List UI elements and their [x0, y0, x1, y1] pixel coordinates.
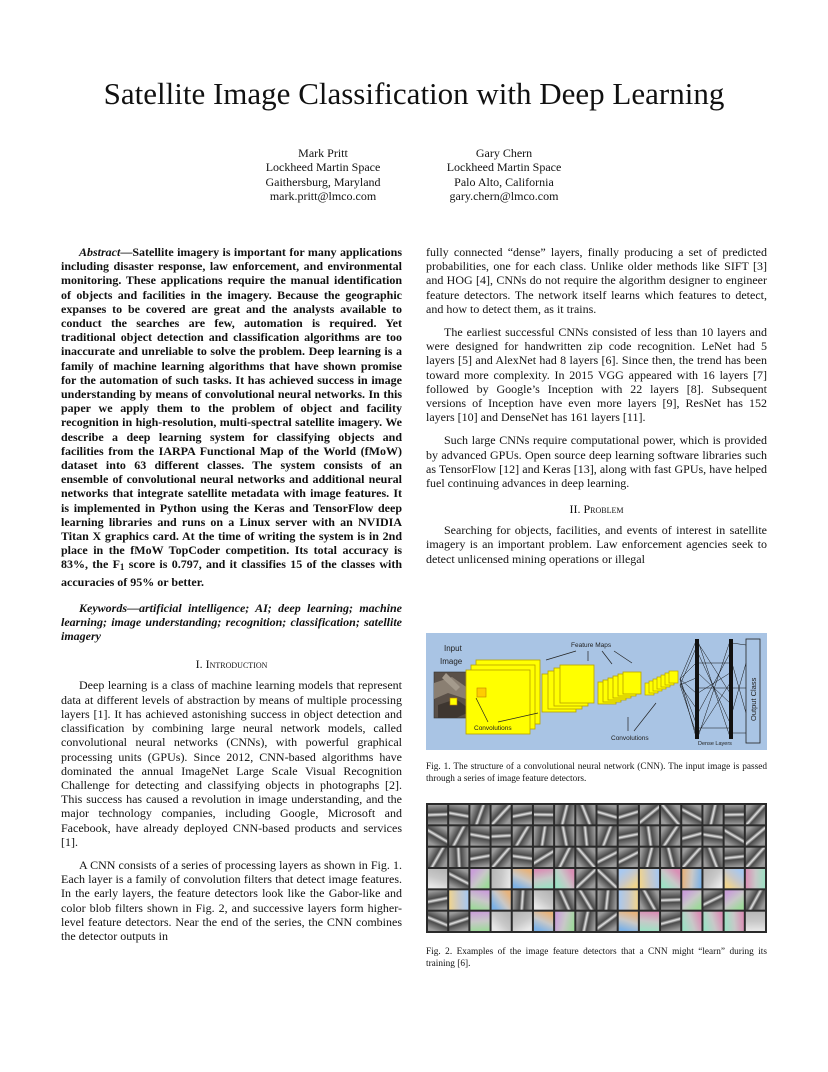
filter-tile: [598, 869, 617, 888]
filter-tile: [640, 869, 659, 888]
figure-1-caption: Fig. 1. The structure of a convolutional neural network (CNN). The input image is passed through a series of image feature detectors.: [426, 762, 767, 784]
dense-layer-2: [729, 639, 733, 739]
filter-tile: [492, 869, 511, 888]
filter-tile: [449, 869, 468, 888]
filter-tile: [513, 805, 532, 824]
filter-tile: [725, 826, 744, 845]
convolutions-label-right: Convolutions: [611, 735, 649, 742]
abstract-body: —Satellite imagery is important for many applications including disaster response, law enforcement, and environmental monitoring. These applications require the manual identification of objects and facilities in the imagery. Because the geographic expanses to be covered are great and the analysts available to conduct the searches are few, automation is required. Yet traditional object detection and classification algorithms are too inaccurate and unreliable to solve the problem. Deep learning is a family of machine learning algorithms that have shown promise for the automation of such tasks. It has achieved success in image understanding by means of convolutional neural networks. In this paper we apply them to the problem of object and facility recognition in high-resolution, multi-spectral satellite imagery. We describe a deep learning system for classifying objects and facilities from the IARPA Functional Map of the World (fMoW) dataset into 63 different classes. The system consists of an ensemble of convolutional neural networks and additional neural networks that integrate satellite metadata with image features. It is implemented in Python using the Keras and TensorFlow deep learning libraries and runs on a Linux server with an NVIDIA Titan X graphics card. At the time of writing the system is in 2nd place in the fMoW TopCoder competition. Its total accuracy is 83%, the F: [61, 245, 402, 572]
filter-tile: [576, 890, 595, 909]
filter-tile: [492, 826, 511, 845]
filter-tile: [470, 869, 489, 888]
filter-tile: [449, 826, 468, 845]
filter-tile: [725, 890, 744, 909]
filter-tile: [661, 848, 680, 867]
f1-subscript: 1: [119, 562, 125, 573]
right-column: [426, 245, 767, 566]
keywords-body: —artificial intelligence; AI; deep learning; machine learning; image understanding; recognition; classification; satellite imagery: [61, 600, 402, 644]
filter-tile: [725, 869, 744, 888]
keywords-lead: Keywords: [79, 600, 127, 615]
filter-tile: [640, 890, 659, 909]
input-label: Image: [440, 657, 463, 666]
convolutions-label-left: Convolutions: [474, 725, 512, 732]
filter-tile: [534, 848, 553, 867]
filter-tile: [492, 912, 511, 931]
filter-tile: [598, 805, 617, 824]
filter-tile: [555, 805, 574, 824]
filter-tile: [598, 826, 617, 845]
dense-layers-label: Dense Layers: [698, 741, 732, 747]
filter-tile: [619, 805, 638, 824]
filter-tile: [449, 805, 468, 824]
author-location: Gaithersburg, Maryland: [265, 174, 381, 189]
filter-tile: [619, 826, 638, 845]
filter-tile: [470, 826, 489, 845]
filter-tile: [428, 848, 447, 867]
section-title: Introduction: [205, 657, 268, 672]
filter-tile: [576, 912, 595, 931]
filter-tile: [576, 869, 595, 888]
paper-title: Satellite Image Classification with Deep Learning: [103, 76, 725, 111]
filter-tile: [428, 890, 447, 909]
author-block-1: [223, 146, 423, 204]
author-block-2: [404, 146, 604, 204]
cnn-diagram: [426, 633, 767, 750]
feature-map-stack-1: [466, 660, 540, 734]
filter-tile: [661, 805, 680, 824]
author-affiliation: Lockheed Martin Space: [265, 160, 381, 175]
filter-tile: [682, 890, 701, 909]
continuation-paragraph: fully connected “dense” layers, finally producing a set of predicted probabilities, one for each class. Unlike older methods like SIFT [3] and HOG [4], CNNs do not require the algorithm designer to engineer feature detectors. The network itself learns which features to detect, and how to detect them, as it trains.: [426, 245, 767, 316]
author-name: Gary Chern: [475, 146, 533, 160]
filter-tile: [428, 869, 447, 888]
filter-tile: [513, 890, 532, 909]
filter-tile: [513, 869, 532, 888]
filter-tile: [619, 912, 638, 931]
author-affiliation: Lockheed Martin Space: [446, 160, 562, 175]
filter-tile: [640, 912, 659, 931]
section-heading-problem: [426, 502, 767, 516]
filter-tile: [576, 826, 595, 845]
filter-tile: [555, 826, 574, 845]
filter-tile: [725, 848, 744, 867]
filter-tile: [703, 912, 722, 931]
author-email: gary.chern@lmco.com: [449, 189, 559, 204]
filter-tile: [555, 869, 574, 888]
filter-tile: [746, 848, 765, 867]
filter-tile: [534, 805, 553, 824]
filter-tile: [703, 805, 722, 824]
filter-tile: [661, 826, 680, 845]
filter-tile: [534, 912, 553, 931]
feature-maps-label: Feature Maps: [571, 642, 612, 649]
filter-tile: [682, 805, 701, 824]
figure-1-cnn-diagram: [426, 633, 767, 750]
filter-tile: [428, 912, 447, 931]
gpu-paragraph: Such large CNNs require computational power, which is provided by advanced GPUs. Open source deep learning software libraries such as TensorFlow [12] and Keras [13], along with fast GPUs, have helped fuel continuing advances in deep learning.: [426, 433, 767, 491]
intro-paragraph-2: A CNN consists of a series of processing layers as shown in Fig. 1. Each layer is a family of convolution filters that detect image features. In the early layers, the feature detectors look like the Gabor-like and color blob filters shown in Fig. 2, and successive layers form higher-level feature detectors. Near the end of the series, the CNN combines the detector outputs in: [61, 857, 402, 943]
filter-tile: [428, 805, 447, 824]
dense-layer-1: [695, 639, 699, 739]
output-class-label: Output Class: [749, 677, 758, 721]
filter-tile: [598, 890, 617, 909]
filter-tile: [746, 869, 765, 888]
filter-tile: [555, 912, 574, 931]
abstract-tail: score is 0.797, and it classifies 15 of the classes with accuracies of 95% or better.: [61, 557, 402, 589]
filter-tile: [576, 805, 595, 824]
filter-tile: [470, 912, 489, 931]
figure-2-feature-detectors: [426, 803, 767, 933]
filter-tile: [598, 912, 617, 931]
filter-tile: [703, 826, 722, 845]
keywords: [61, 601, 402, 644]
section-number: II.: [569, 502, 581, 517]
filter-tile: [513, 912, 532, 931]
section-number: I.: [195, 657, 203, 672]
filter-tile: [725, 805, 744, 824]
filter-tile: [513, 848, 532, 867]
filter-tile: [640, 805, 659, 824]
filter-tile: [470, 890, 489, 909]
filter-tile: [449, 912, 468, 931]
filter-tile: [470, 805, 489, 824]
filter-tile: [492, 890, 511, 909]
filter-tile: [619, 848, 638, 867]
filter-tile: [534, 826, 553, 845]
filter-tile: [746, 805, 765, 824]
intro-paragraph-1: Deep learning is a class of machine learning models that represent data at different levels of abstraction by means of multiple processing layers [1]. It has achieved astonishing success in object detection and classification by combining large neural network models, called convolutional neural networks (CNNs), with powerful graphical processing units (GPUs). Since 2012, CNN-based algorithms have dominated the annual ImageNet Large Scale Visual Recognition Challenge for detecting and classifying objects in photographs [2]. This success has caused a revolution in image understanding, and the major technology companies, including Google, Microsoft and Facebook, have already deployed CNN-based products and services [1].: [61, 678, 402, 849]
filter-tile: [555, 848, 574, 867]
feature-detector-grid: [426, 803, 767, 933]
section-heading-introduction: [61, 657, 402, 671]
section-title: Problem: [583, 502, 624, 517]
author-location: Palo Alto, California: [454, 174, 554, 189]
filter-tile: [682, 869, 701, 888]
filter-tile: [661, 869, 680, 888]
filter-tile: [661, 912, 680, 931]
author-name: Mark Pritt: [298, 146, 348, 160]
filter-tile: [534, 869, 553, 888]
figure-2-caption: Fig. 2. Examples of the image feature detectors that a CNN might “learn” during its training [6].: [426, 947, 767, 969]
filter-tile: [449, 848, 468, 867]
filter-tile: [534, 890, 553, 909]
filter-tile: [428, 826, 447, 845]
filter-tile: [470, 848, 489, 867]
filter-tile: [682, 826, 701, 845]
filter-tile: [725, 912, 744, 931]
filter-tile: [619, 869, 638, 888]
filter-tile: [492, 805, 511, 824]
filter-tile: [746, 912, 765, 931]
filter-tile: [703, 890, 722, 909]
filter-tile: [619, 890, 638, 909]
filter-tile: [576, 848, 595, 867]
feature-map-stack-2: [542, 665, 594, 712]
left-column: [61, 245, 402, 943]
filter-tile: [682, 912, 701, 931]
problem-paragraph: Searching for objects, facilities, and events of interest in satellite imagery is an important problem. Law enforcement agencies seek to detect unlicensed mining operations or illegal: [426, 523, 767, 566]
filter-tile: [513, 826, 532, 845]
filter-tile: [746, 890, 765, 909]
author-email: mark.pritt@lmco.com: [269, 189, 377, 204]
filter-tile: [661, 890, 680, 909]
filter-tile: [703, 869, 722, 888]
filter-tile: [449, 890, 468, 909]
abstract: [61, 245, 402, 589]
abstract-lead: Abstract: [79, 245, 121, 259]
filter-tile: [492, 848, 511, 867]
input-label: Input: [444, 644, 462, 653]
filter-tile: [555, 890, 574, 909]
filter-tile: [598, 848, 617, 867]
filter-tile: [746, 826, 765, 845]
filter-tile: [682, 848, 701, 867]
filter-tile: [640, 848, 659, 867]
filter-tile: [703, 848, 722, 867]
cnn-history-paragraph: The earliest successful CNNs consisted of less than 10 layers and were designed for handwritten zip code recognition. LeNet had 5 layers [5] and AlexNet had 8 layers [6]. Since then, the trend has been toward more complexity. In 2015 VGG appeared with 16 layers [7] followed by Google’s Inception with 22 layers [8]. Subsequent versions of Inception have even more layers [9], ResNet has 152 layers [10] and DenseNet has 161 layers [11].: [426, 325, 767, 425]
filter-tile: [640, 826, 659, 845]
